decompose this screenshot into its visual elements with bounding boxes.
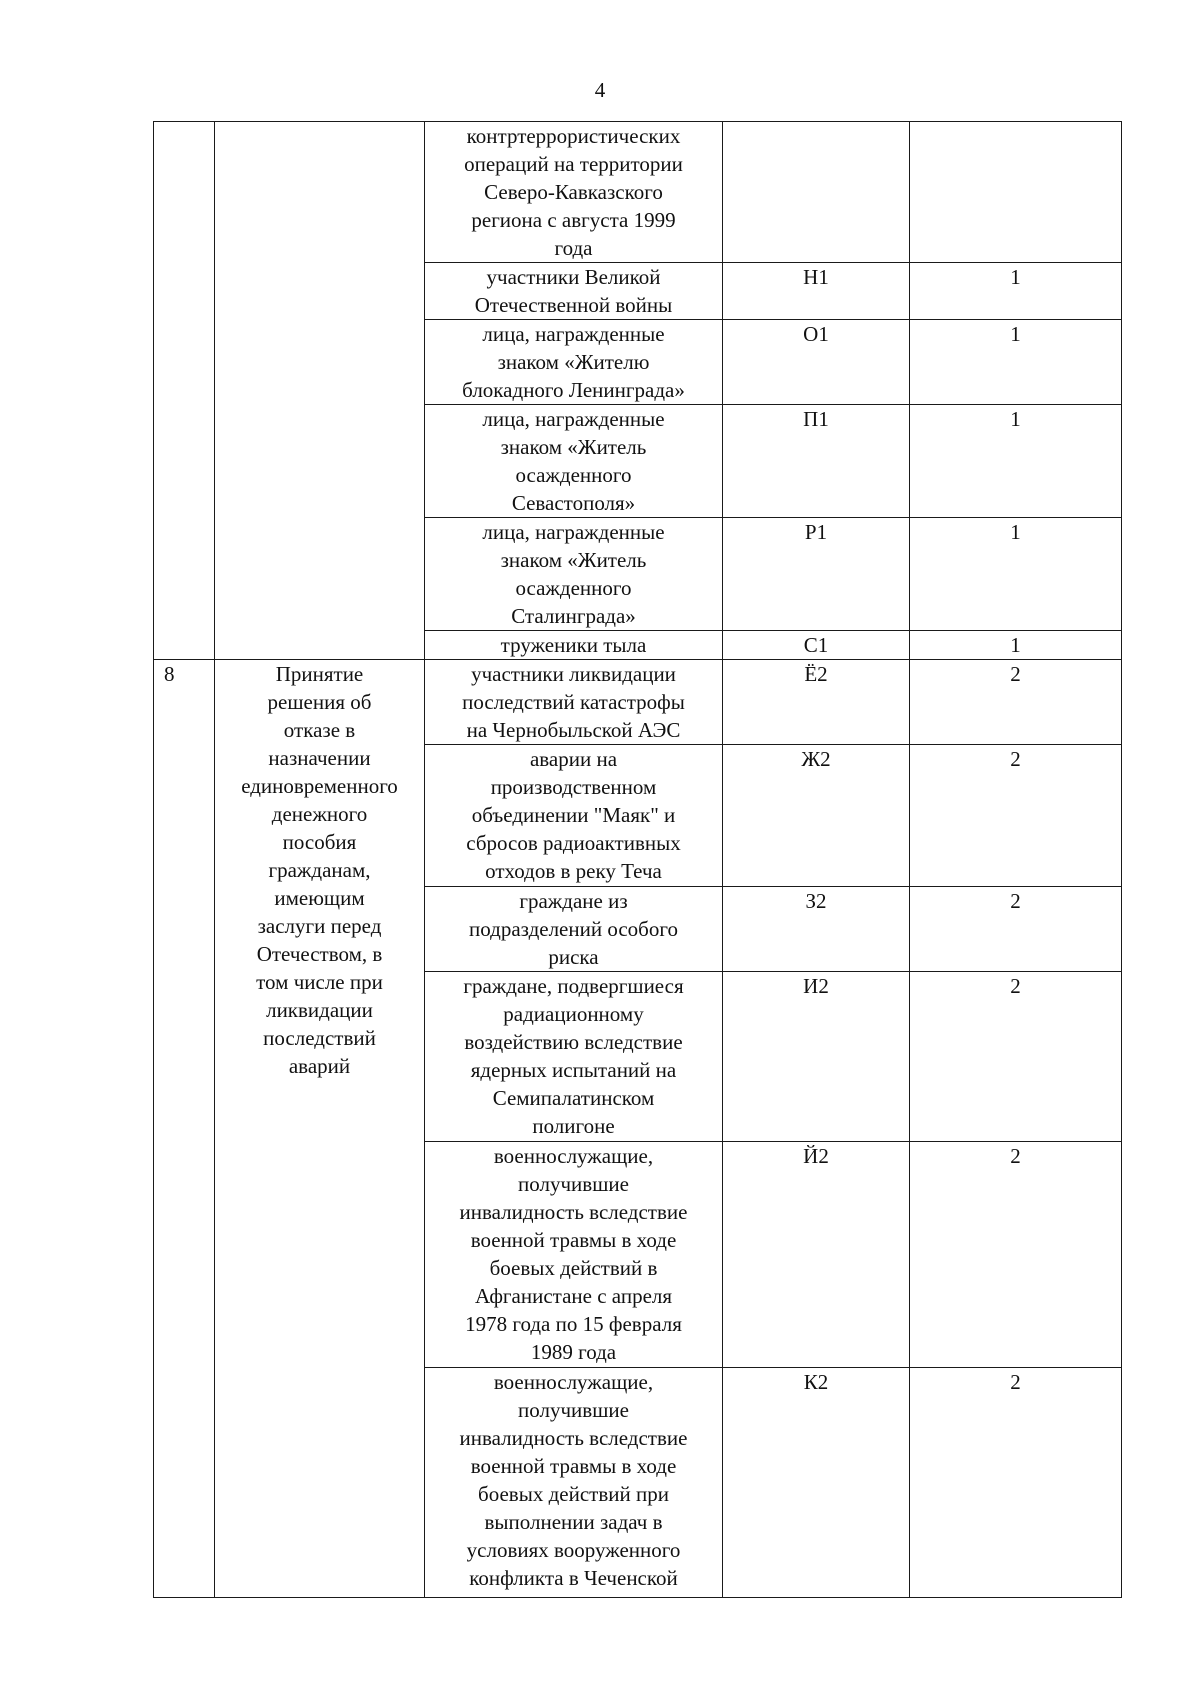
value-cell bbox=[910, 631, 1122, 660]
category-value: 1 bbox=[1010, 520, 1021, 544]
category-value: 2 bbox=[1010, 1370, 1021, 1394]
category-value: 2 bbox=[1010, 889, 1021, 913]
description-cell bbox=[215, 660, 425, 1598]
category-text: граждане, подвергшиеся радиационному воздействию вследствие ядерных испытаний на Семипалатинском полигоне bbox=[463, 974, 684, 1138]
category-text: участники ликвидации последствий катастрофы на Чернобыльской АЭС bbox=[462, 662, 685, 742]
category-code: Р1 bbox=[804, 520, 828, 544]
value-cell bbox=[910, 263, 1122, 320]
category-text: лица, награжденные знаком «Житель осажденного Севастополя» bbox=[482, 407, 665, 515]
category-code: З2 bbox=[805, 889, 827, 913]
category-code: П1 bbox=[803, 407, 829, 431]
value-cell bbox=[910, 745, 1122, 887]
value-cell bbox=[910, 972, 1122, 1142]
description-cell bbox=[215, 122, 425, 660]
value-cell bbox=[910, 660, 1122, 745]
category-code: Ж2 bbox=[801, 747, 831, 771]
table-row bbox=[154, 122, 1122, 263]
category-cell bbox=[425, 745, 723, 887]
category-text: лица, награжденные знаком «Житель осажденного Сталинграда» bbox=[482, 520, 665, 628]
category-cell bbox=[425, 631, 723, 660]
category-code: Й2 bbox=[803, 1144, 829, 1168]
code-cell bbox=[723, 1142, 910, 1368]
category-text: граждане из подразделений особого риска bbox=[469, 889, 678, 969]
code-cell bbox=[723, 263, 910, 320]
category-code: О1 bbox=[803, 322, 829, 346]
category-cell bbox=[425, 405, 723, 518]
category-cell bbox=[425, 320, 723, 405]
category-text: контртеррористических операций на территории Северо-Кавказского региона с августа 1999 года bbox=[464, 124, 683, 260]
code-cell bbox=[723, 405, 910, 518]
value-cell bbox=[910, 122, 1122, 263]
category-code: С1 bbox=[803, 633, 829, 657]
category-code: Ё2 bbox=[804, 662, 828, 686]
row-number-cell bbox=[154, 122, 215, 660]
value-cell bbox=[910, 320, 1122, 405]
category-code: Н1 bbox=[803, 265, 829, 289]
category-code: И2 bbox=[803, 974, 829, 998]
code-cell bbox=[723, 660, 910, 745]
category-text: аварии на производственном объединении "Маяк" и сбросов радиоактивных отходов в реку Теча bbox=[466, 747, 681, 883]
category-text: лица, награжденные знаком «Жителю блокадного Ленинграда» bbox=[462, 322, 685, 402]
value-cell bbox=[910, 1142, 1122, 1368]
category-value: 1 bbox=[1010, 322, 1021, 346]
code-cell bbox=[723, 887, 910, 972]
category-cell bbox=[425, 972, 723, 1142]
category-text: труженики тыла bbox=[500, 633, 647, 657]
code-cell bbox=[723, 745, 910, 887]
value-cell bbox=[910, 887, 1122, 972]
category-value: 1 bbox=[1010, 633, 1021, 657]
code-cell bbox=[723, 631, 910, 660]
table-row bbox=[154, 660, 1122, 745]
code-cell bbox=[723, 518, 910, 631]
row-number: 8 bbox=[164, 662, 175, 686]
category-value: 1 bbox=[1010, 407, 1021, 431]
category-value: 1 bbox=[1010, 265, 1021, 289]
category-cell bbox=[425, 660, 723, 745]
value-cell bbox=[910, 1368, 1122, 1598]
category-value: 2 bbox=[1010, 974, 1021, 998]
category-value: 2 bbox=[1010, 1144, 1021, 1168]
code-cell bbox=[723, 1368, 910, 1598]
category-value: 2 bbox=[1010, 662, 1021, 686]
category-cell bbox=[425, 1368, 723, 1598]
category-text: военнослужащие, получившие инвалидность вследствие военной травмы в ходе боевых действий в Афганистане с апреля 1978 года по 15 февраля 1989 года bbox=[459, 1144, 688, 1364]
category-cell bbox=[425, 1142, 723, 1368]
category-cell bbox=[425, 122, 723, 263]
page-number: 4 bbox=[594, 78, 606, 102]
row-description: Принятие решения об отказе в назначении единовременного денежного пособия гражданам, имеющим заслуги перед Отечеством, в том числе при ликвидации последствий аварий bbox=[241, 662, 398, 1078]
code-cell bbox=[723, 122, 910, 263]
code-cell bbox=[723, 320, 910, 405]
value-cell bbox=[910, 405, 1122, 518]
category-text: военнослужащие, получившие инвалидность вследствие военной травмы в ходе боевых действий при выполнении задач в условиях вооруженного конфликта в Чеченской bbox=[459, 1370, 688, 1590]
category-cell bbox=[425, 887, 723, 972]
category-code: К2 bbox=[803, 1370, 829, 1394]
value-cell bbox=[910, 518, 1122, 631]
category-cell bbox=[425, 263, 723, 320]
category-value: 2 bbox=[1010, 747, 1021, 771]
category-cell bbox=[425, 518, 723, 631]
row-number-cell bbox=[154, 660, 215, 1598]
code-cell bbox=[723, 972, 910, 1142]
category-text: участники Великой Отечественной войны bbox=[474, 265, 673, 317]
benefits-table bbox=[153, 121, 1122, 1598]
